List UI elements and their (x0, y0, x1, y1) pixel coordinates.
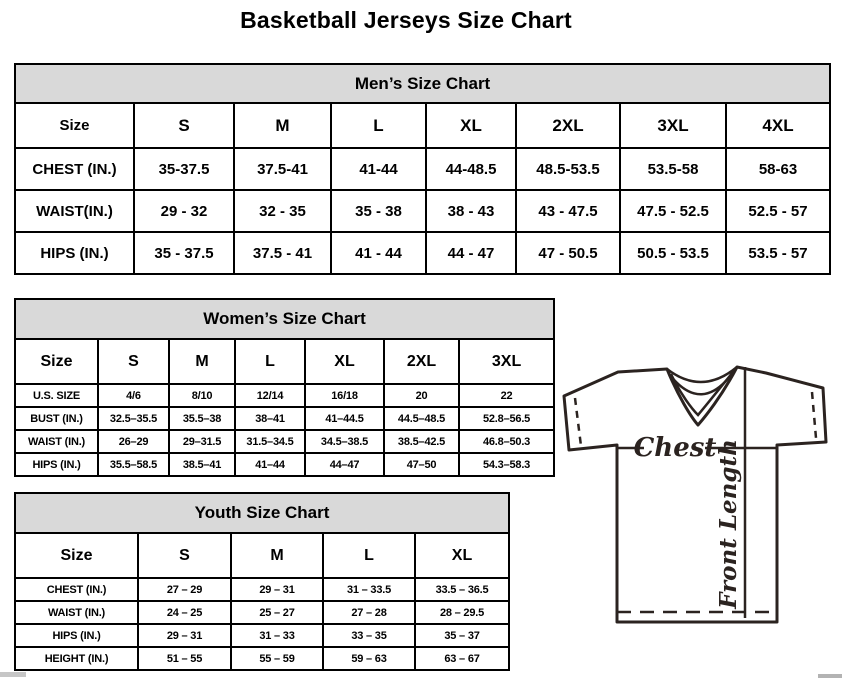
value-cell: 46.8–50.3 (459, 430, 554, 453)
chest-label: Chest (633, 433, 717, 463)
value-cell: 58-63 (726, 148, 830, 190)
column-header-cell: S (98, 339, 169, 384)
table-row (15, 148, 830, 190)
value-cell: 12/14 (235, 384, 305, 407)
womens-table-title: Women’s Size Chart (15, 299, 554, 339)
jersey-measurement-diagram (550, 352, 843, 637)
value-cell: 44.5–48.5 (384, 407, 459, 430)
value-cell: 55 – 59 (231, 647, 323, 670)
value-cell: 25 – 27 (231, 601, 323, 624)
value-cell: 35 - 37.5 (134, 232, 234, 274)
value-cell: 38–41 (235, 407, 305, 430)
table-row (15, 453, 554, 476)
value-cell: 50.5 - 53.5 (620, 232, 726, 274)
table-row (15, 493, 509, 533)
table-row (15, 430, 554, 453)
row-label-cell: CHEST (IN.) (15, 148, 134, 190)
column-header-cell: XL (426, 103, 516, 148)
edge-artifact (0, 672, 26, 677)
value-cell: 31 – 33 (231, 624, 323, 647)
value-cell: 28 – 29.5 (415, 601, 509, 624)
table-row (15, 103, 830, 148)
value-cell: 20 (384, 384, 459, 407)
value-cell: 31 – 33.5 (323, 578, 415, 601)
column-header-cell: 3XL (620, 103, 726, 148)
size-header-cell: Size (15, 103, 134, 148)
value-cell: 38 - 43 (426, 190, 516, 232)
table-row (15, 601, 509, 624)
row-label-cell: HIPS (IN.) (15, 624, 138, 647)
column-header-cell: L (331, 103, 426, 148)
row-label-cell: WAIST (IN.) (15, 430, 98, 453)
table-row (15, 232, 830, 274)
value-cell: 52.5 - 57 (726, 190, 830, 232)
column-header-cell: L (235, 339, 305, 384)
column-header-cell: 2XL (384, 339, 459, 384)
row-label-cell: HEIGHT (IN.) (15, 647, 138, 670)
column-header-cell: M (234, 103, 331, 148)
value-cell: 27 – 28 (323, 601, 415, 624)
value-cell: 29 – 31 (231, 578, 323, 601)
column-header-cell: S (138, 533, 231, 578)
value-cell: 35.5–58.5 (98, 453, 169, 476)
page-title: Basketball Jerseys Size Chart (240, 7, 572, 33)
value-cell: 35 - 38 (331, 190, 426, 232)
jersey-outline-icon (564, 367, 826, 622)
value-cell: 35 – 37 (415, 624, 509, 647)
row-label-cell: HIPS (IN.) (15, 232, 134, 274)
row-label-cell: WAIST (IN.) (15, 601, 138, 624)
table-row (15, 407, 554, 430)
column-header-cell: 2XL (516, 103, 620, 148)
value-cell: 29 – 31 (138, 624, 231, 647)
table-row (15, 339, 554, 384)
value-cell: 48.5-53.5 (516, 148, 620, 190)
youth-table-title: Youth Size Chart (15, 493, 509, 533)
youth-size-table (14, 492, 510, 671)
value-cell: 34.5–38.5 (305, 430, 384, 453)
value-cell: 31.5–34.5 (235, 430, 305, 453)
value-cell: 47.5 - 52.5 (620, 190, 726, 232)
value-cell: 44 - 47 (426, 232, 516, 274)
value-cell: 47 - 50.5 (516, 232, 620, 274)
column-header-cell: XL (415, 533, 509, 578)
table-row (15, 578, 509, 601)
value-cell: 22 (459, 384, 554, 407)
row-label-cell: CHEST (IN.) (15, 578, 138, 601)
value-cell: 51 – 55 (138, 647, 231, 670)
value-cell: 52.8–56.5 (459, 407, 554, 430)
value-cell: 8/10 (169, 384, 235, 407)
size-header-cell: Size (15, 533, 138, 578)
womens-size-table (14, 298, 555, 477)
value-cell: 32 - 35 (234, 190, 331, 232)
value-cell: 43 - 47.5 (516, 190, 620, 232)
table-row (15, 190, 830, 232)
value-cell: 59 – 63 (323, 647, 415, 670)
row-label-cell: WAIST(IN.) (15, 190, 134, 232)
value-cell: 54.3–58.3 (459, 453, 554, 476)
table-row (15, 299, 554, 339)
right-cuff-dashed-seam-icon (812, 392, 816, 438)
value-cell: 37.5 - 41 (234, 232, 331, 274)
column-header-cell: M (231, 533, 323, 578)
value-cell: 41 - 44 (331, 232, 426, 274)
row-label-cell: HIPS (IN.) (15, 453, 98, 476)
size-header-cell: Size (15, 339, 98, 384)
table-row (15, 64, 830, 103)
value-cell: 47–50 (384, 453, 459, 476)
value-cell: 24 – 25 (138, 601, 231, 624)
value-cell: 38.5–42.5 (384, 430, 459, 453)
value-cell: 41-44 (331, 148, 426, 190)
value-cell: 16/18 (305, 384, 384, 407)
value-cell: 53.5-58 (620, 148, 726, 190)
value-cell: 27 – 29 (138, 578, 231, 601)
row-label-cell: U.S. SIZE (15, 384, 98, 407)
value-cell: 35-37.5 (134, 148, 234, 190)
column-header-cell: 3XL (459, 339, 554, 384)
value-cell: 41–44 (235, 453, 305, 476)
value-cell: 41–44.5 (305, 407, 384, 430)
left-cuff-dashed-seam-icon (575, 398, 581, 446)
value-cell: 4/6 (98, 384, 169, 407)
value-cell: 33 – 35 (323, 624, 415, 647)
edge-artifact (818, 674, 842, 678)
value-cell: 35.5–38 (169, 407, 235, 430)
table-row (15, 384, 554, 407)
value-cell: 29 - 32 (134, 190, 234, 232)
column-header-cell: XL (305, 339, 384, 384)
value-cell: 37.5-41 (234, 148, 331, 190)
table-row (15, 533, 509, 578)
row-label-cell: BUST (IN.) (15, 407, 98, 430)
value-cell: 29–31.5 (169, 430, 235, 453)
value-cell: 44–47 (305, 453, 384, 476)
mens-table-title: Men’s Size Chart (15, 64, 830, 103)
value-cell: 32.5–35.5 (98, 407, 169, 430)
value-cell: 63 – 67 (415, 647, 509, 670)
value-cell: 53.5 - 57 (726, 232, 830, 274)
value-cell: 44-48.5 (426, 148, 516, 190)
column-header-cell: S (134, 103, 234, 148)
front-length-label: Front Length (715, 439, 742, 609)
column-header-cell: M (169, 339, 235, 384)
value-cell: 38.5–41 (169, 453, 235, 476)
mens-size-table (14, 63, 831, 275)
table-row (15, 624, 509, 647)
table-row (15, 647, 509, 670)
value-cell: 33.5 – 36.5 (415, 578, 509, 601)
column-header-cell: 4XL (726, 103, 830, 148)
column-header-cell: L (323, 533, 415, 578)
value-cell: 26–29 (98, 430, 169, 453)
